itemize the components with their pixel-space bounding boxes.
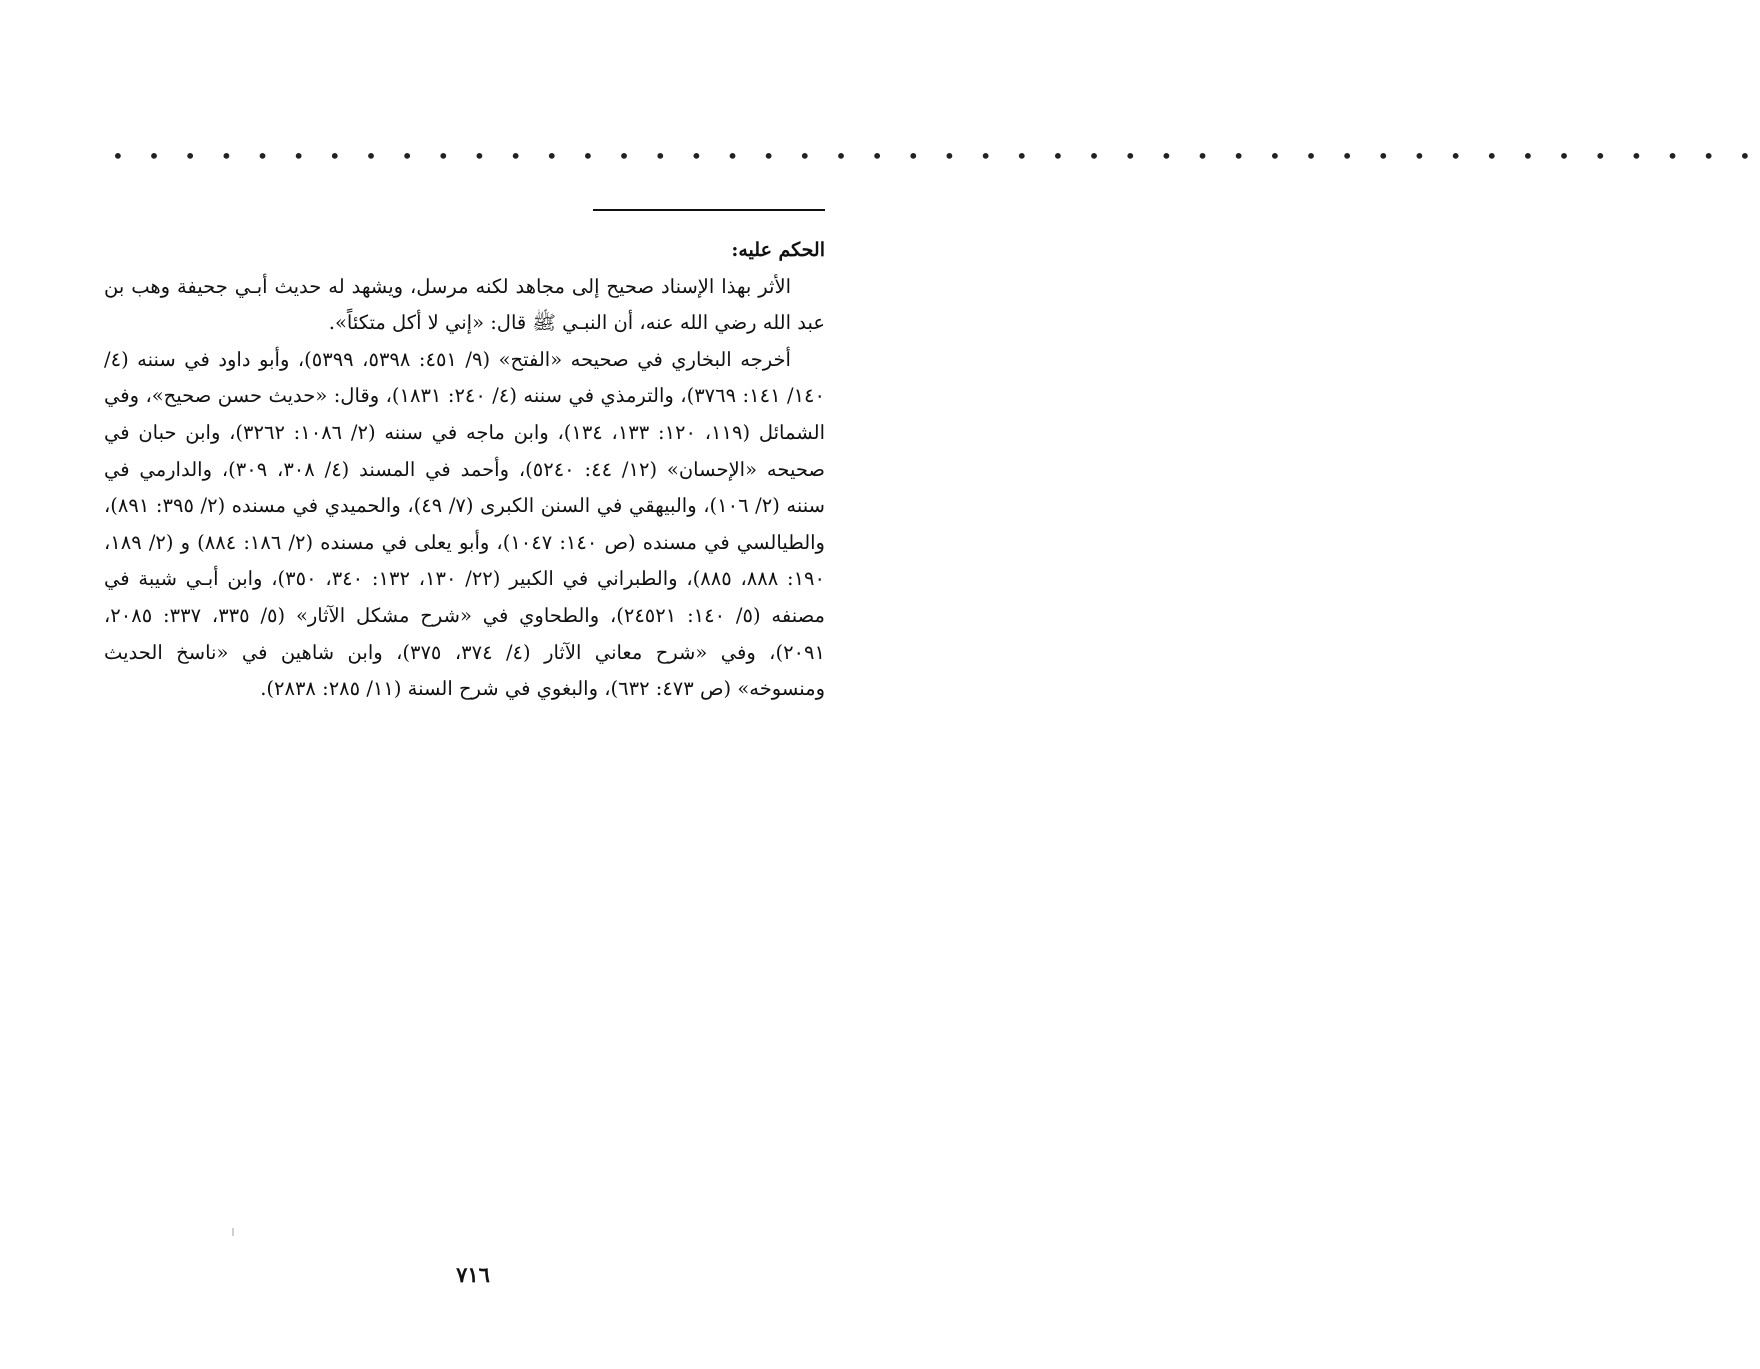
paragraph-ruling: الأثر بهذا الإسناد صحيح إلى مجاهد لكنه مرسل، ويشهد له حديث أبـي جحيفة وهب بن عبد الله رضي الله عنه، أن النبـي ﷺ قال: «إني لا أكل متكئاً». [104,274,825,335]
paragraph-takhrij: أخرجه البخاري في صحيحه «الفتح» (٩/ ٤٥١: ٥٣٩٨، ٥٣٩٩)، وأبو داود في سننه (٤/ ١٤٠/ ١٤١: ٣٧٦٩)، والترمذي في سننه (٤/ ٢٤٠: ١٨٣١)، وقال: «حديث حسن صحيح»، وفي الشمائل (١١٩، ١٢٠: ١٣٣، ١٣٤)، وابن ماجه في سننه (٢/ ١٠٨٦: ٣٢٦٢)، وابن حبان في صحيحه «الإحسان» (١٢/ ٤٤: ٥٢٤٠)، وأحمد في المسند (٤/ ٣٠٨، ٣٠٩)، والدارمي في سننه (٢/ ١٠٦)، والبيهقي في السنن الكبرى (٧/ ٤٩)، والحميدي في مسنده (٢/ ٣٩٥: ٨٩١)، والطيالسي في مسنده (ص ١٤٠: ١٠٤٧)، وأبو يعلى في مسنده (٢/ ١٨٦: ٨٨٤) و (٢/ ١٨٩، ١٩٠: ٨٨٨، ٨٨٥)، والطبراني في الكبير (٢٢/ ١٣٠، ١٣٢: ٣٤٠، ٣٥٠)، وابن أبـي شيبة في مصنفه (٥/ ١٤٠: ٢٤٥٢١)، والطحاوي في «شرح مشكل الآثار» (٥/ ٣٣٥، ٣٣٧: ٢٠٨٥، ٢٠٩١)، وفي «شرح معاني الآثار (٤/ ٣٧٤، ٣٧٥)، وابن شاهين في «ناسخ الحديث ومنسوخه» (ص ٤٧٣: ٦٣٢)، والبغوي في شرح السنة (١١/ ٢٨٥: ٢٨٣٨). [104,347,825,701]
footnote-rule [593,209,825,211]
scan-mark [232,1228,234,1236]
section-heading: الحكم عليه: [731,239,825,261]
ruling-section [104,232,825,708]
separator-dots: • • • • • • • • • • • • • • • • • • • • • • • • • • • • • • • • • • • • • • • • • • • • • • [112,144,1760,168]
page-number: ٧١٦ [456,1262,490,1287]
